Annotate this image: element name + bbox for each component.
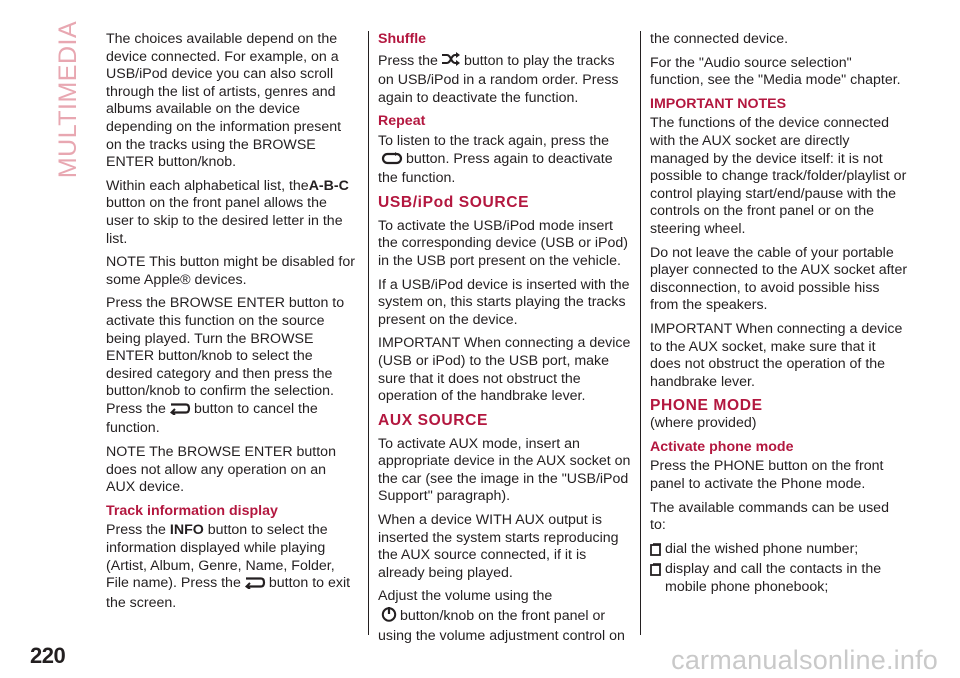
- column-2: [378, 31, 632, 651]
- heading-phone-mode: PHONE MODE: [650, 397, 763, 415]
- paragraph-usb-activate: To activate the USB/iPod mode insert the corresponding device (USB or iPod) in the USB port present on the vehicle.: [378, 217, 628, 269]
- abc-button-label: A-B-C: [308, 177, 349, 194]
- column-3: [650, 31, 908, 597]
- section-title: MULTIMEDIA: [54, 20, 83, 178]
- paragraph-usb-important: IMPORTANT When connecting a device (USB or iPod) to the USB port, make sure that it does not obstruct the operation of the handbrake lever.: [378, 335, 631, 405]
- page-number: 220: [30, 643, 66, 668]
- paragraph-commands: The available commands can be used to:: [650, 499, 889, 534]
- heading-aux-source: AUX SOURCE: [378, 411, 488, 429]
- paragraph-phone-button: Press the PHONE button on the front panel to activate the Phone mode.: [650, 458, 884, 493]
- paragraph-browse-enter: Press the BROWSE ENTER button to activate this function on the source being played. Turn the BROWSE ENTER button/knob to select the desired category and then press the button/knob to confirm the selection. Press the button to cancel the function.: [106, 295, 345, 437]
- paragraph-connected-device: the connected device.: [650, 31, 789, 47]
- paragraph-choices: The choices available depend on the device connected. For example, on a USB/iPod device you can also scroll through the list of artists, genres and albums available on the device depending on the information present on the tracks using the BROWSE ENTER button/knob.: [106, 31, 342, 171]
- paragraph-aux-activate: To activate AUX mode, insert an appropriate device in the AUX socket on the car (see the image in the "USB/iPod Support" paragraph).: [378, 435, 631, 505]
- column-1: [106, 31, 358, 618]
- paragraph-usb-inserted: If a USB/iPod device is inserted with the system on, this starts playing the tracks present on the device.: [378, 276, 630, 328]
- paragraph-abc: Within each alphabetical list, theA-B-C button on the front panel allows the user to skip to the desired letter in the list.: [106, 177, 349, 247]
- heading-repeat: Repeat: [378, 113, 426, 130]
- paragraph-repeat: To listen to the track again, press the button. Press again to deactivate the function.: [378, 132, 613, 187]
- heading-track-info: Track information display: [106, 502, 278, 519]
- paragraph-aux-output: When a device WITH AUX output is inserted the system starts reproducing the AUX source connected, if it is already being played.: [378, 512, 619, 581]
- paragraph-volume: Adjust the volume using the button/knob on the front panel or using the volume adjustment control on: [378, 588, 625, 644]
- paragraph-audio-source: For the "Audio source selection" function, see the "Media mode" chapter.: [650, 54, 901, 89]
- list-item: dial the wished phone number;: [650, 541, 908, 562]
- back-arrow-icon: [169, 402, 191, 421]
- watermark: carmanualsonline.info: [671, 645, 938, 675]
- volume-knob-icon: [381, 606, 397, 628]
- heading-usb-source: USB/iPod SOURCE: [378, 193, 530, 211]
- paragraph-aux-functions: The functions of the device connected with the AUX socket are directly managed by the device itself: it is not possible to change track/folder/playlist or control playing start/end/pause with the controls on the front panel or on the steering wheel.: [650, 115, 907, 237]
- checkbox-bullet-icon: [650, 563, 662, 582]
- paragraph-where-provided: (where provided): [650, 415, 757, 432]
- checkbox-bullet-icon: [650, 543, 662, 562]
- back-arrow-icon: [244, 576, 266, 595]
- info-button-label: INFO: [169, 522, 204, 539]
- column-divider-1: [368, 31, 369, 635]
- shuffle-icon: [441, 51, 461, 73]
- column-divider-2: [640, 31, 641, 635]
- paragraph-shuffle: Press the button to play the tracks on USB/iPod in a random order. Press again to deactivate the function.: [378, 52, 619, 106]
- heading-activate-phone: Activate phone mode: [650, 438, 794, 455]
- heading-shuffle: Shuffle: [378, 31, 427, 47]
- repeat-icon: [381, 152, 403, 171]
- paragraph-aux-important: IMPORTANT When connecting a device to the AUX socket, make sure that it does not obstruct the operation of the handbrake lever.: [650, 320, 903, 390]
- list-item: display and call the contacts in the mobile phone phonebook;: [650, 561, 908, 596]
- heading-important-notes: IMPORTANT NOTES: [650, 95, 787, 112]
- note-apple: NOTE This button might be disabled for some Apple® devices.: [106, 254, 355, 288]
- note-aux-browse: NOTE The BROWSE ENTER button does not allow any operation on an AUX device.: [106, 444, 336, 496]
- section-side-tab: [54, 20, 84, 178]
- paragraph-cable: Do not leave the cable of your portable player connected to the AUX socket after disconnection, to avoid possible hiss from the speakers.: [650, 244, 908, 314]
- paragraph-info: Press the INFO button to select the information displayed while playing (Artist, Album, Genre, Name, Folder, File name). Press the button to exit the screen.: [106, 522, 351, 611]
